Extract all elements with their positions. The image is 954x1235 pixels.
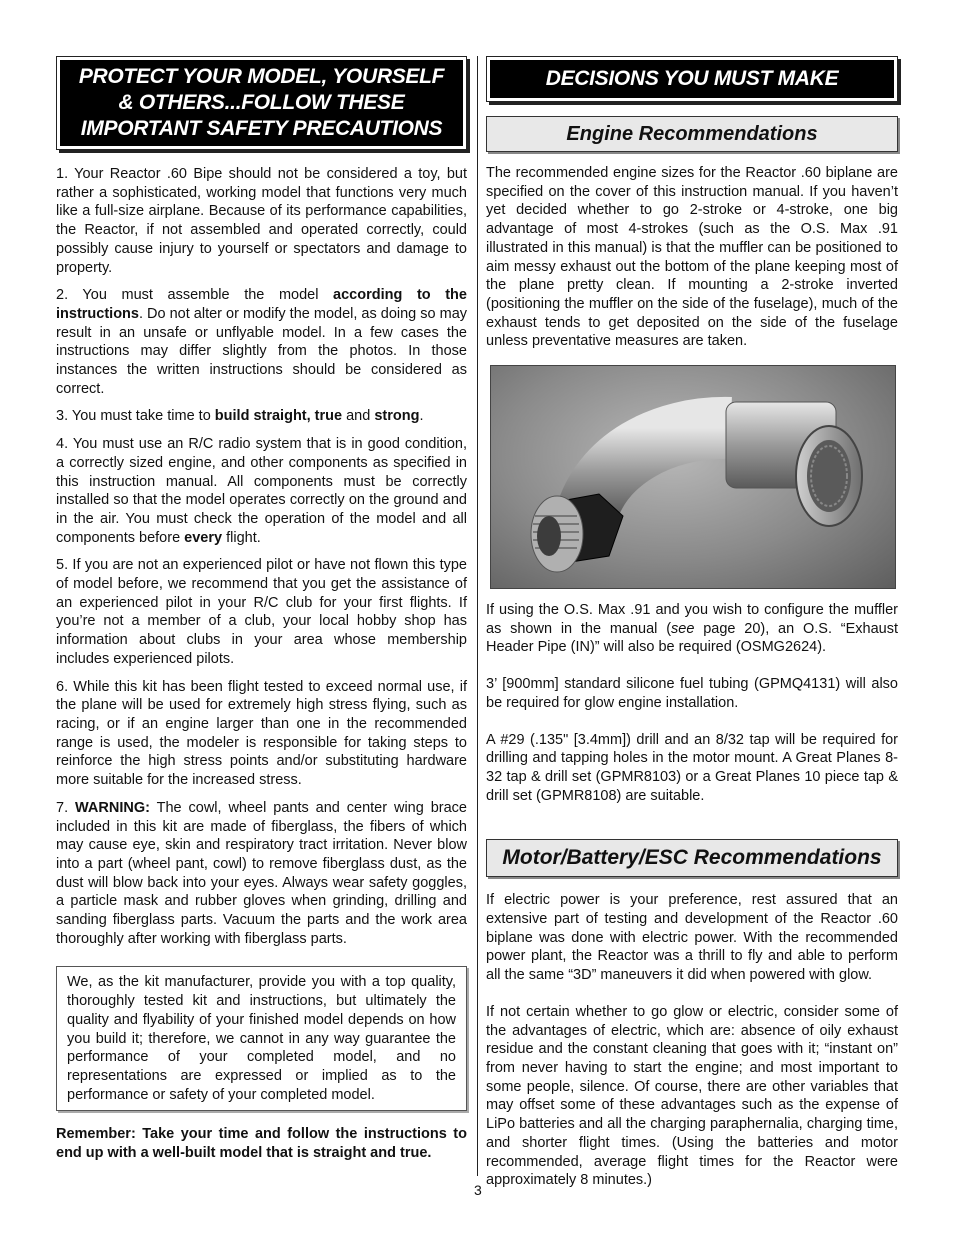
engine-paragraph-1: The recommended engine sizes for the Reactor .60 biplane are specified on the cover of this instruction manual. If you haven’t yet decided whether to go 2-stroke or 4-stroke, one big advantage of most 4-strokes (such as the O.S. Max .91 illustrated in this manual) is that the muffler can be positioned to aim messy exhaust out the bottom of the plane keeping most of the plane pretty clean. If mounting a 2-stroke inverted (positioning the muffler on the side of the fuselage), much of the exhaust tends to get deposited on the side of the fuselage unless preventative measures are taken. <box>486 165 898 350</box>
safety-title-line: & OTHERS...FOLLOW THESE <box>118 91 405 114</box>
decisions-title-box <box>486 56 898 102</box>
motor-paragraph-1: If electric power is your preference, rest assured that an extensive part of testing and development of the Reactor .60 biplane was done with electric power. With the recommended power plant, the Reactor was a thrill to fly and able to perform all the same “3D” maneuvers it did when powered with glow. <box>486 892 898 984</box>
safety-title-line: IMPORTANT SAFETY PRECAUTIONS <box>80 117 443 140</box>
precaution-3: 3. You must take time to build straight, true and strong. <box>56 408 424 425</box>
column-divider <box>477 56 478 1176</box>
engine-recommendations-heading: Engine Recommendations <box>486 116 898 152</box>
engine-paragraph-2: If using the O.S. Max .91 and you wish to configure the muffler as shown in the manual (see page 20), an O.S. “Exhaust Header Pipe (IN)” will also be required (OSMG2624). <box>486 602 898 656</box>
safety-title-box <box>56 56 467 150</box>
motor-paragraph-2: If not certain whether to go glow or electric, consider some of the advantages of electric, which are: absence of oily exhaust residue and the constant cleaning that goes with it; “instant on” from never having to start the engine; and most important to some people, silence. Of course, there are other variables that may offset some of these advantages such as the expense of LiPo batteries and all the charging paraphernalia, charging time, and shorter flight times. (Using the batteries and motor recommended, average flight times for the Reactor were approximately 8 minutes.) <box>486 1003 898 1189</box>
precaution-7: 7. WARNING: The cowl, wheel pants and center wing brace included in this kit are made of fiberglass, the fibers of which may cause eye, skin and respiratory tract irritation. Never blow into a part (wheel pant, cowl) to remove fiberglass dust, as the dust will blow back into your eyes. Always wear safety goggles, a particle mask and rubber gloves when grinding, drilling and sanding fiberglass parts. Vacuum the parts and the work area thoroughly after working with fiberglass parts. <box>56 799 467 947</box>
motor-battery-esc-heading: Motor/Battery/ESC Recommendations <box>486 839 898 877</box>
disclaimer-text: We, as the kit manufacturer, provide you with a top quality, thoroughly tested kit and instructions, but ultimately the quality and flyability of your finished model depends on how you build it; therefore, we cannot in any way guarantee the performance of your completed model, and no representations are expressed or implied as to the performance or safety of your completed model. <box>67 974 456 1103</box>
manufacturer-disclaimer <box>56 966 467 1111</box>
precaution-1: 1. Your Reactor .60 Bipe should not be considered a toy, but rather a sophisticated, working model that functions very much like a full-size airplane. Because of its performance capabilities, the Reactor, if not assembled and operated correctly, could possibly cause injury to yourself or spectators and damage to property. <box>56 166 467 276</box>
precaution-5: 5. If you are not an experienced pilot or have not flown this type of model before, we recommend that you get the assistance of an experienced pilot in your R/C club for your first flights. If you’re not a member of a club, your local hobby shop has information about clubs in your area whose membership includes experienced pilots. <box>56 557 467 667</box>
exhaust-header-pipe-photo <box>490 365 896 589</box>
safety-precautions-list <box>56 165 467 948</box>
precaution-6: 6. While this kit has been flight tested to exceed normal use, if the plane will be used for extremely high stress flying, such as racing, or if an engine larger than one in the recommended range is used, the modeler is responsible for taking steps to reinforce the high stress points and/or substituting hardware more suitable for the increased stress. <box>56 678 467 789</box>
precaution-2: 2. You must assemble the model according to the instructions. Do not alter or modify the model, as doing so may result in an unsafe or unflyable model. In a few cases the instructions may differ slightly from the photos. In those instances the written instructions should be considered as correct. <box>56 287 468 397</box>
safety-title-line: PROTECT YOUR MODEL, YOURSELF <box>78 65 445 88</box>
decisions-title: DECISIONS YOU MUST MAKE <box>490 60 894 98</box>
left-column <box>56 56 467 1172</box>
right-column <box>486 56 898 1199</box>
engine-paragraph-3: 3’ [900mm] standard silicone fuel tubing (GPMQ4131) will also be required for glow engine installation. <box>486 676 898 711</box>
page-number: 3 <box>474 1182 482 1198</box>
engine-paragraph-4: A #29 (.135" [3.4mm]) drill and an 8/32 tap will be required for drilling and tapping holes in the motor mount. A Great Planes 8-32 tap & drill set (GPMR8103) or a Great Planes 10 piece tap & drill set (GPMR8108) are suitable. <box>486 731 898 804</box>
remember-note: Remember: Take your time and follow the instructions to end up with a well-built model that is straight and true. <box>56 1126 467 1162</box>
exhaust-pipe-illustration <box>491 366 895 588</box>
precaution-4: 4. You must use an R/C radio system that is in good condition, a correctly sized engine, and other components as specified in this instruction manual. All components must be correctly installed so that the model operates correctly on the ground and in the air. You must check the operation of the model and all components before every flight. <box>56 436 467 546</box>
safety-title <box>60 60 463 146</box>
